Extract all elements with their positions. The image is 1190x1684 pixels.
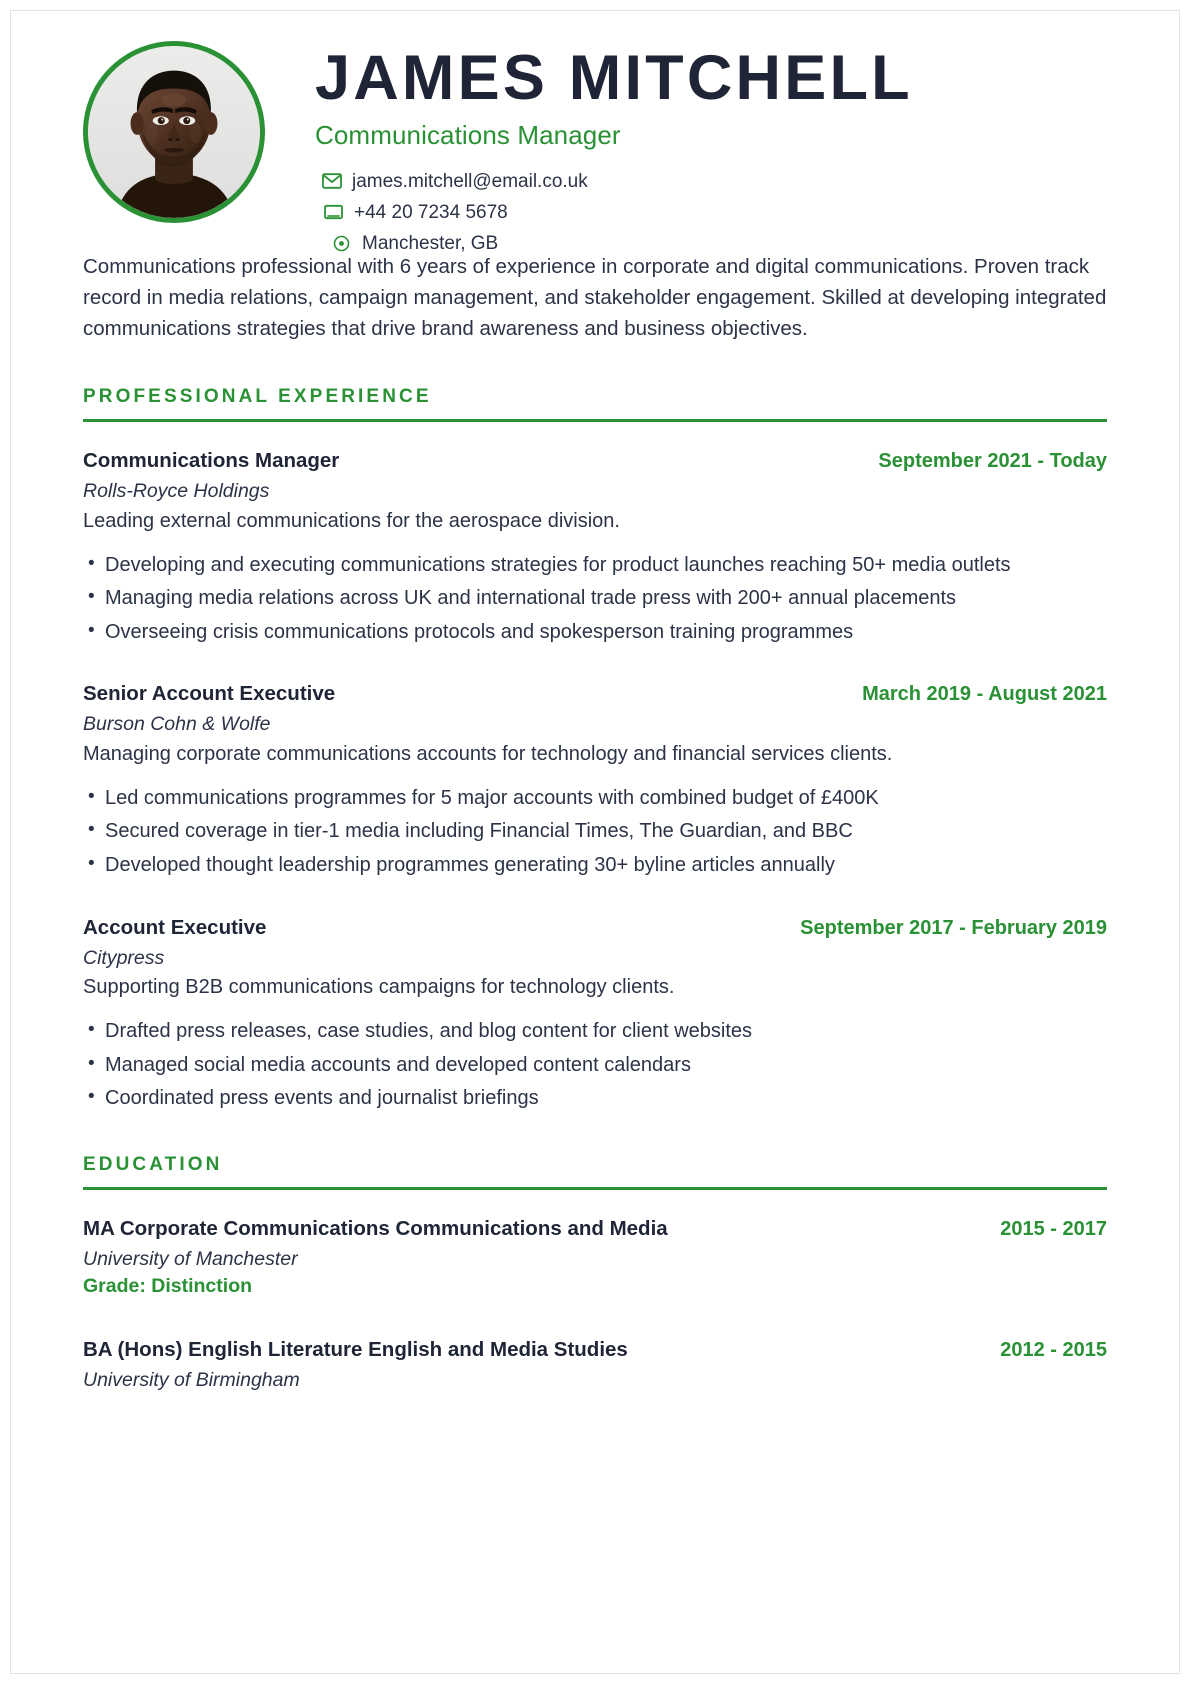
education-date: 2015 - 2017 (1000, 1217, 1107, 1240)
education-entry (83, 1216, 1107, 1300)
section-title-education: EDUCATION (83, 1153, 223, 1175)
education-entry-header (83, 1337, 1107, 1363)
education-entry-header (83, 1216, 1107, 1242)
section-divider (83, 419, 1107, 422)
section-divider (83, 1187, 1107, 1190)
experience-bullet-list (83, 552, 1107, 646)
experience-date: March 2019 - August 2021 (862, 683, 1107, 706)
experience-company: Burson Cohn & Wolfe (83, 713, 271, 736)
list-item: • Secured coverage in tier-1 media including Financial Times, The Guardian, and BBC (83, 818, 1107, 845)
education-date: 2012 - 2015 (1000, 1339, 1107, 1362)
list-item: • Developing and executing communications strategies for product launches reaching 50+ media outlets (83, 552, 1107, 579)
contact-email[interactable] (315, 171, 1107, 192)
contact-phone-value: +44 20 7234 5678 (354, 201, 508, 223)
contact-location-value: Manchester, GB (362, 232, 499, 254)
list-item: • Developed thought leadership programmes generating 30+ byline articles annually (83, 852, 1107, 879)
resume-sheet (10, 10, 1180, 1674)
education-degree: MA Corporate Communications Communications and Media (83, 1216, 668, 1240)
section-education (83, 1154, 1107, 1394)
experience-date: September 2021 - Today (878, 450, 1107, 473)
profile-photo-icon (88, 46, 260, 218)
job-title: Communications Manager (315, 119, 621, 150)
experience-company: Citypress (83, 946, 165, 969)
list-item: • Managing media relations across UK and international trade press with 200+ annual placements (83, 585, 1107, 612)
education-institution: University of Manchester (83, 1247, 298, 1270)
experience-description: Supporting B2B communications campaigns for technology clients. (83, 975, 675, 998)
contact-email-value: james.mitchell@email.co.uk (352, 170, 588, 192)
contact-list (315, 171, 1107, 254)
experience-role: Account Executive (83, 915, 267, 939)
phone-icon (323, 202, 344, 223)
experience-entry (83, 448, 1107, 645)
education-entry (83, 1337, 1107, 1393)
contact-phone[interactable] (315, 202, 1107, 223)
resume-header (83, 11, 1107, 254)
experience-role: Senior Account Executive (83, 682, 336, 706)
experience-entry-header (83, 448, 1107, 474)
experience-role: Communications Manager (83, 449, 340, 473)
education-degree: BA (Hons) English Literature English and Media Studies (83, 1338, 628, 1362)
professional-summary: Communications professional with 6 years of experience in corporate and digital communications. Proven track record in media relations, campaign management, and stakeholder engagement. Skilled at developing integrated communications strategies that drive brand awareness and business objectives. (83, 254, 1107, 341)
experience-description: Managing corporate communications accounts for technology and financial services clients. (83, 742, 893, 765)
education-institution: University of Birmingham (83, 1369, 300, 1392)
section-title-experience: PROFESSIONAL EXPERIENCE (83, 386, 432, 408)
list-item: • Managed social media accounts and developed content calendars (83, 1052, 1107, 1079)
avatar (83, 41, 265, 223)
list-item: • Drafted press releases, case studies, and blog content for client websites (83, 1018, 1107, 1045)
avatar-container (83, 38, 273, 223)
experience-entry-header (83, 681, 1107, 707)
experience-description: Leading external communications for the aerospace division. (83, 509, 620, 532)
list-item: • Overseeing crisis communications protocols and spokesperson training programmes (83, 619, 1107, 646)
section-experience (83, 386, 1107, 1111)
list-item: • Coordinated press events and journalist briefings (83, 1085, 1107, 1112)
header-main (273, 38, 1107, 254)
experience-date: September 2017 - February 2019 (800, 916, 1107, 939)
page-title: JAMES MITCHELL (315, 43, 913, 113)
experience-company: Rolls-Royce Holdings (83, 480, 270, 503)
experience-entry (83, 681, 1107, 878)
envelope-icon (321, 171, 342, 192)
experience-entry-header (83, 915, 1107, 941)
education-grade: Grade: Distinction (83, 1275, 253, 1298)
experience-bullet-list (83, 785, 1107, 879)
experience-bullet-list (83, 1018, 1107, 1112)
list-item: • Led communications programmes for 5 major accounts with combined budget of £400K (83, 785, 1107, 812)
experience-entry (83, 915, 1107, 1112)
